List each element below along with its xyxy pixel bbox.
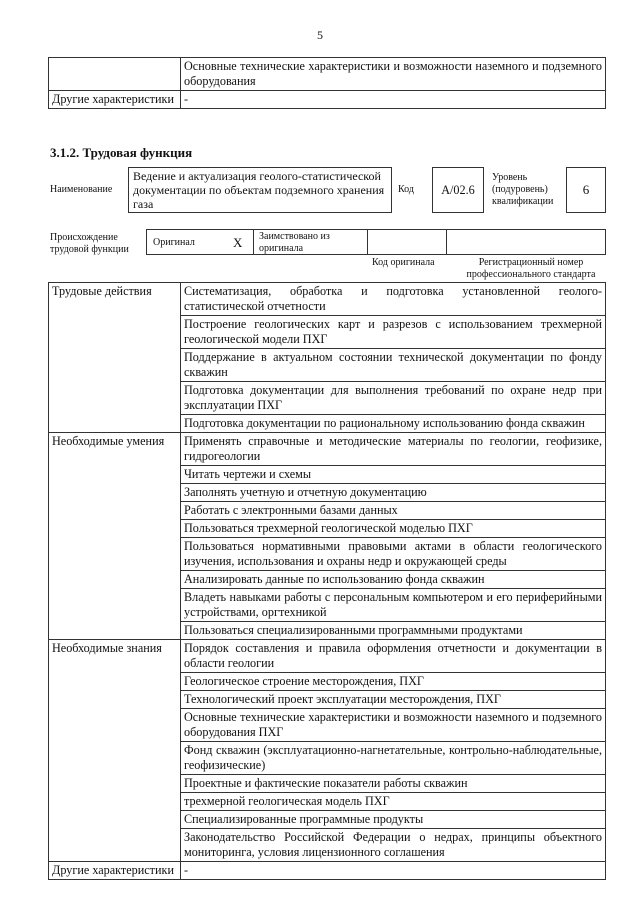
reg-number-box <box>446 229 606 255</box>
code-original-box <box>367 229 447 255</box>
list-item: Работать с электронными базами данных <box>181 502 606 520</box>
list-item: трехмерной геологическая модель ПХГ <box>181 793 606 811</box>
table-row <box>49 433 606 466</box>
list-item: Подготовка документации для выполнения требований по охране недр при эксплуатации ПХГ <box>181 382 606 415</box>
table-row <box>49 862 606 880</box>
list-item: Построение геологических карт и разрезов с использованием трехмерной геологической модели ПХГ <box>181 316 606 349</box>
qualification-level-value: 6 <box>582 182 590 197</box>
function-name-box <box>128 167 392 213</box>
list-item: Пользоваться трехмерной геологической моделью ПХГ <box>181 520 606 538</box>
category-cell: Другие характеристики <box>49 862 181 880</box>
section-title: 3.1.2. Трудовая функция <box>50 145 193 160</box>
continuation-table <box>48 57 606 109</box>
table-row <box>49 91 606 109</box>
list-item: Подготовка документации по рациональному использованию фонда скважин <box>181 415 606 433</box>
function-code-box <box>432 167 484 213</box>
other-characteristics-label: Другие характеристики <box>49 91 181 109</box>
list-item: Владеть навыками работы с персональным компьютером и его периферийными устройствами, оргтехникой <box>181 589 606 622</box>
table-row <box>49 58 606 91</box>
name-label: Наименование <box>50 184 113 195</box>
original-label: Оригинал <box>153 237 195 248</box>
other-characteristics-value: - <box>181 91 606 109</box>
category-cell: Необходимые знания <box>49 640 181 862</box>
table-row <box>49 640 606 673</box>
list-item: Пользоваться специализированными программными продуктами <box>181 622 606 640</box>
qualification-level-box <box>566 167 606 213</box>
original-box <box>146 229 254 255</box>
list-item: Анализировать данные по использованию фонда скважин <box>181 571 606 589</box>
reg-number-caption: Регистрационный номер профессионального стандарта <box>466 257 596 280</box>
continued-knowledge-item: Основные технические характеристики и возможности наземного и подземного оборудования <box>181 58 606 91</box>
list-item: Порядок составления и правила оформления отчетности и документации в области геологии <box>181 640 606 673</box>
list-item: Основные технические характеристики и возможности наземного и подземного оборудования ПХГ <box>181 709 606 742</box>
empty-category-cell <box>49 58 181 91</box>
category-cell: Необходимые умения <box>49 433 181 640</box>
list-item: Законодательство Российской Федерации о недрах, принципы объектного мониторинга, условия лицензионного соглашения <box>181 829 606 862</box>
list-item: Читать чертежи и схемы <box>181 466 606 484</box>
list-item: - <box>181 862 606 880</box>
requirements-table <box>48 282 606 880</box>
list-item: Технологический проект эксплуатации месторождения, ПХГ <box>181 691 606 709</box>
list-item: Геологическое строение месторождения, ПХГ <box>181 673 606 691</box>
list-item: Систематизация, обработка и подготовка установленной геолого-статистической отчетности <box>181 283 606 316</box>
qualification-level-label: Уровень (подуровень) квалификации <box>492 172 554 207</box>
table-row <box>49 283 606 316</box>
list-item: Проектные и фактические показатели работы скважин <box>181 775 606 793</box>
list-item: Поддержание в актуальном состоянии технической документации по фонду скважин <box>181 349 606 382</box>
list-item: Специализированные программные продукты <box>181 811 606 829</box>
original-mark: X <box>233 235 243 250</box>
category-cell: Трудовые действия <box>49 283 181 433</box>
list-item: Фонд скважин (эксплуатационно-нагнетательные, контрольно-наблюдательные, геофизические) <box>181 742 606 775</box>
function-code-value: A/02.6 <box>441 183 475 197</box>
list-item: Применять справочные и методические материалы по геологии, геофизике, гидрогеологии <box>181 433 606 466</box>
origin-label: Происхождение трудовой функции <box>50 232 129 255</box>
code-label: Код <box>398 184 414 195</box>
page-number: 5 <box>317 28 323 42</box>
list-item: Заполнять учетную и отчетную документацию <box>181 484 606 502</box>
list-item: Пользоваться нормативными правовыми актами в области геологического изучения, использования и охраны недр и окружающей среды <box>181 538 606 571</box>
borrowed-box <box>253 229 368 255</box>
function-name-value: Ведение и актуализация геолого-статистической документации по объектам подземного хранения газа <box>133 169 385 211</box>
code-original-caption: Код оригинала <box>372 257 435 268</box>
borrowed-label: Заимствовано из оригинала <box>259 231 330 254</box>
